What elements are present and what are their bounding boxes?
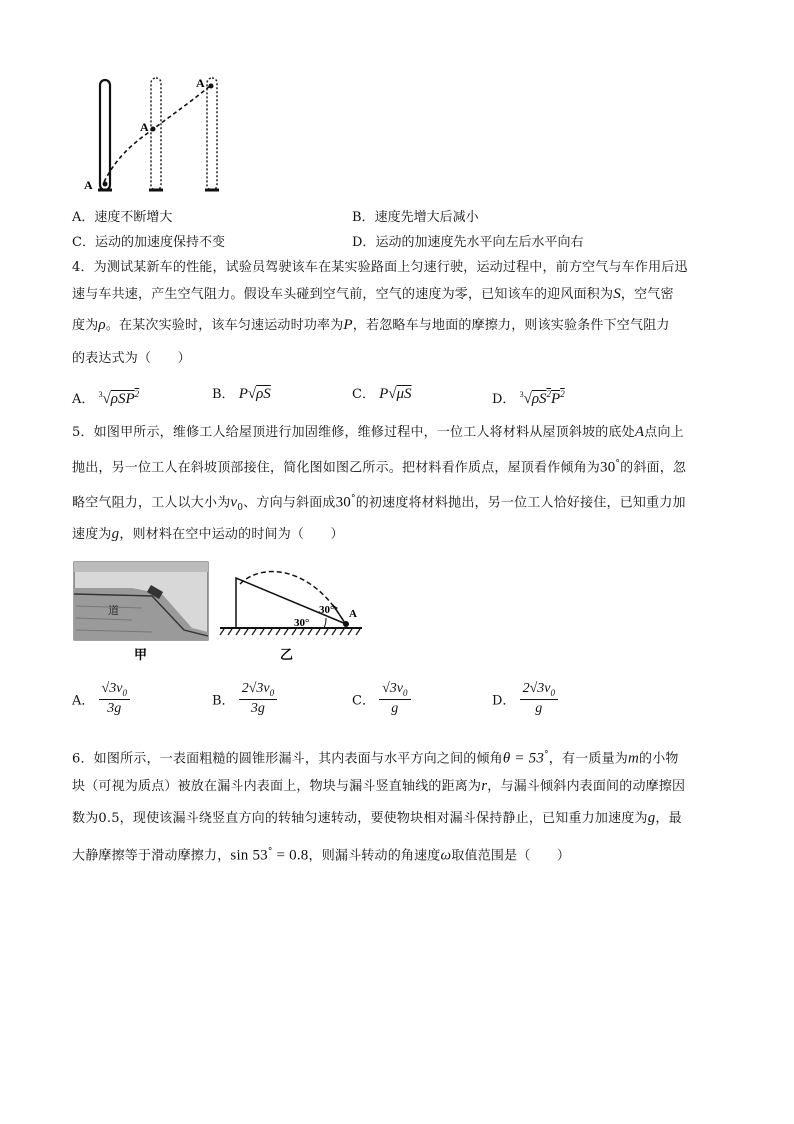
- q5-line-2: 抛出，另一位工人在斜坡顶部接住，简化图如图乙所示。把材料看作质点，屋顶看作倾角为30°的斜面，忽: [72, 459, 687, 476]
- q5-option-b[interactable]: B． $\frac{2√3v_0}{3g}$: [212, 681, 277, 717]
- q5-option-d[interactable]: D． $\frac{2√3v_0}{g}$: [492, 681, 558, 717]
- q4-option-d[interactable]: D． $^3√\rho S^2P^2$: [492, 389, 565, 407]
- q4-option-c[interactable]: C． P√μS: [352, 386, 412, 402]
- q3-tube-figure: [78, 74, 228, 196]
- q6-line-4: 大静摩擦等于滑动摩擦力，sin 53° = 0.8，则漏斗转动的角速度ω取值范围是（ ）: [72, 847, 571, 864]
- caption-jia: 甲: [134, 647, 148, 662]
- q4-line-1: 4．为测试某新车的性能，试验员驾驶该车在某实验路面上匀速行驶，运动过程中，前方空气与车作用后迅: [72, 260, 688, 275]
- q5-diagram-yi: [212, 560, 370, 662]
- q3-option-a[interactable]: A．速度不断增大: [72, 210, 173, 225]
- label-a1: A: [84, 178, 93, 192]
- tube-dotted-right: [207, 78, 217, 190]
- road-label: 道: [108, 605, 119, 617]
- label-a3: A: [196, 76, 205, 90]
- angle-30-base: 30°: [294, 617, 310, 629]
- caption-yi: 乙: [280, 647, 294, 662]
- q6-line-1: 6．如图所示，一表面粗糙的圆锥形漏斗，其内表面与水平方向之间的倾角θ = 53°，有一质量为m的小物: [72, 750, 679, 767]
- q4-option-b[interactable]: B． P√ρS: [212, 386, 271, 402]
- q5-option-a[interactable]: A． $\frac{√3v_0}{3g}$: [72, 681, 130, 717]
- trajectory-curve: [104, 86, 210, 182]
- q5-line-4: 速度为g，则材料在空中运动的时间为（ ）: [72, 526, 344, 542]
- q5-option-c[interactable]: C． $\frac{√3v_0}{g}$: [352, 681, 411, 717]
- q6-line-2: 块（可视为质点）被放在漏斗内表面上，物块与漏斗竖直轴线的距离为r，与漏斗倾斜内表面间的动摩擦因: [72, 778, 686, 794]
- point-a-label: A: [349, 608, 357, 620]
- q3-option-d[interactable]: D．运动的加速度先水平向左后水平向右: [352, 235, 584, 250]
- q4-line-4: 的表达式为（ ）: [72, 351, 191, 366]
- q5-line-3: 略空气阻力，工人以大小为$v_0$、方向与斜面成30°的初速度将材料抛出，另一位工人恰好接住，已知重力加: [72, 494, 686, 513]
- q4-line-3: 度为ρ。在某次实验时，该车匀速运动时功率为P，若忽略车与地面的摩擦力，则该实验条件下空气阻力: [72, 317, 670, 333]
- incline: [236, 578, 346, 628]
- tube-dotted-middle: [151, 78, 161, 190]
- q3-option-c[interactable]: C．运动的加速度保持不变: [72, 235, 225, 250]
- angle-30-launch: 30°: [319, 604, 335, 616]
- q5-photo-jia: [72, 560, 210, 662]
- q4-line-2: 速与车共速，产生空气阻力。假设车头碰到空气前，空气的速度为零，已知该车的迎风面积为S，空气密: [72, 286, 674, 302]
- q5-line-1: 5．如图甲所示，维修工人给屋顶进行加固维修，维修过程中，一位工人将材料从屋顶斜坡的底处A点向上: [72, 424, 684, 440]
- q3-option-b[interactable]: B．速度先增大后减小: [352, 210, 479, 225]
- q6-line-3: 数为0.5，现使该漏斗绕竖直方向的转轴匀速转动，要使物块相对漏斗保持静止，已知重力加速度为g，最: [72, 810, 682, 826]
- q4-option-a[interactable]: A． $^3$√ρSP$^2$: [72, 389, 140, 407]
- label-a2: A: [140, 120, 149, 134]
